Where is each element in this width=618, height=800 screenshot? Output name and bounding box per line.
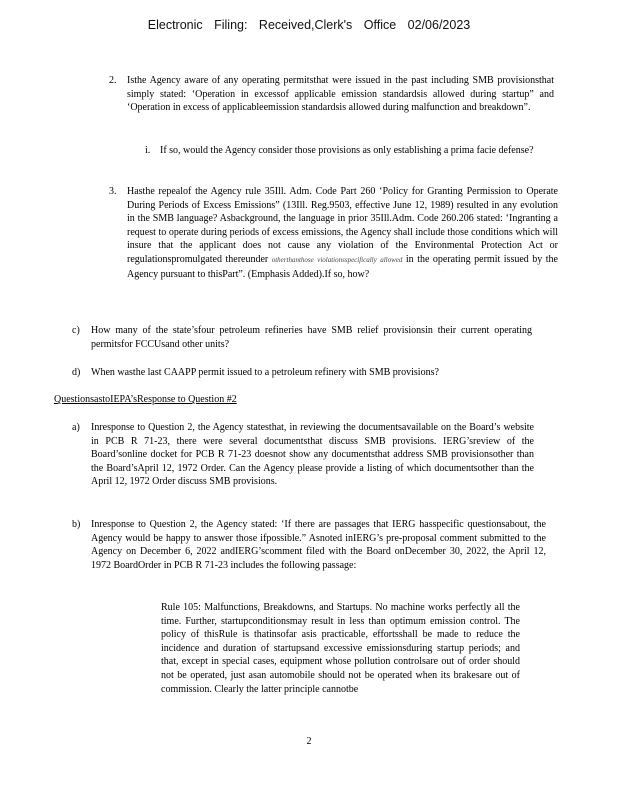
response-a-text: Inresponse to Question 2, the Agency statesthat, in reviewing the documentsavailable on the Board’s website in PCB R 71-23, there were several documentsthat discuss SMB provisions. IERG’sreview of the Board’sonline docket for PCB R 71-23 doesnot show any documentsthat address SMB provisionsother than the Board’sApril 12, 1972 Order. Can the Agency please provide a listing of which documentsother than the April 12, 1972 Order discuss SMB provisions. <box>91 422 534 488</box>
question-3-text-part-a: Hasthe repealof the Agency rule 35Ill. Adm. Code Part 260 ‘Policy for Granting Permission to Operate During Periods of Excess Emissions” (13Ill. Reg.9503, effective June 12, 1989) resulted in any evolution in the SMB language? Asbackground, the language in prior 35Ill.Adm. Code 260.206 stated: ‘Ingranting a request to operate during periods of excess emissions, the Agency shall include those conditions which will insure that the applicant does not cause any violation of the Environmental Protection Act or regulationspromulgated thereunder <box>127 186 558 265</box>
page-number: 2 <box>306 736 312 747</box>
item-letter-d: d) <box>72 367 81 378</box>
response-letter-b: b) <box>72 519 81 530</box>
item-number-3: 3. <box>109 186 117 197</box>
section-heading: QuestionsastoIEPA’sResponse to Question #2 <box>54 394 237 405</box>
response-letter-a: a) <box>72 422 80 433</box>
response-b-text: Inresponse to Question 2, the Agency stated: ‘If there are passages that IERG hasspecific questionsabout, the Agency would be happy to answer those ifpossible.” Asnoted inIERG’s pre-proposal comment submitted to the Agency on December 6, 2022 andIERG’scomment filed with the Board onDecember 30, 2022, the April 12, 1972 BoardOrder in PCB R 71-23 includes the following passage: <box>91 519 546 571</box>
question-3-small-text-2: violationsspecifically <box>317 255 377 264</box>
item-number-i: i. <box>145 145 151 156</box>
question-2-text: Isthe Agency aware of any operating permitsthat were issued in the past including SMB provisionsthat simply stated: ‘Operation in excessof applicable emission standardsis allowed during startup” and ‘Operation in excess of applicableemission standardsis allowed during malfunction and breakdown”. <box>127 75 554 114</box>
question-3-small-text-3: allowed <box>380 255 403 264</box>
question-3-small-text-1: otherthanthose <box>271 255 314 264</box>
question-c-text: How many of the state’sfour petroleum refineries have SMB relief provisionsin their current operating permitsfor FCCUsand other units? <box>91 325 532 350</box>
question-2i-text: If so, would the Agency consider those provisions as only establishing a prima facie defense? <box>160 145 534 156</box>
filing-header: Electronic Filing: Received,Clerk's Office 02/06/2023 <box>147 18 471 32</box>
item-letter-c: c) <box>72 325 80 336</box>
question-3-text <box>127 185 558 281</box>
quoted-passage: Rule 105: Malfunctions, Breakdowns, and Startups. No machine works perfectly all the time. Further, startupconditionsmay result in less than optimum emission control. The policy of thisRule is thatinsofar asis practicable, effortsshall be made to reduce the incidence and duration of startupsand excessive emissionsduring startup periods; and that, except in special cases, equipment whose pollution controlsare out of order should not be operated, just asan automobile should not be operated when its brakesare out of commission. Clearly the latter principle cannotbe <box>161 602 520 695</box>
question-d-text: When wasthe last CAAPP permit issued to a petroleum refinery with SMB provisions? <box>91 367 439 378</box>
question-3-text-in: in <box>405 253 414 265</box>
item-number-2: 2. <box>109 75 117 86</box>
question-3-text-part-b: the operating permit issued by the Agency pursuant to thisPart”. (Emphasis Added).If so, how? <box>127 253 558 280</box>
